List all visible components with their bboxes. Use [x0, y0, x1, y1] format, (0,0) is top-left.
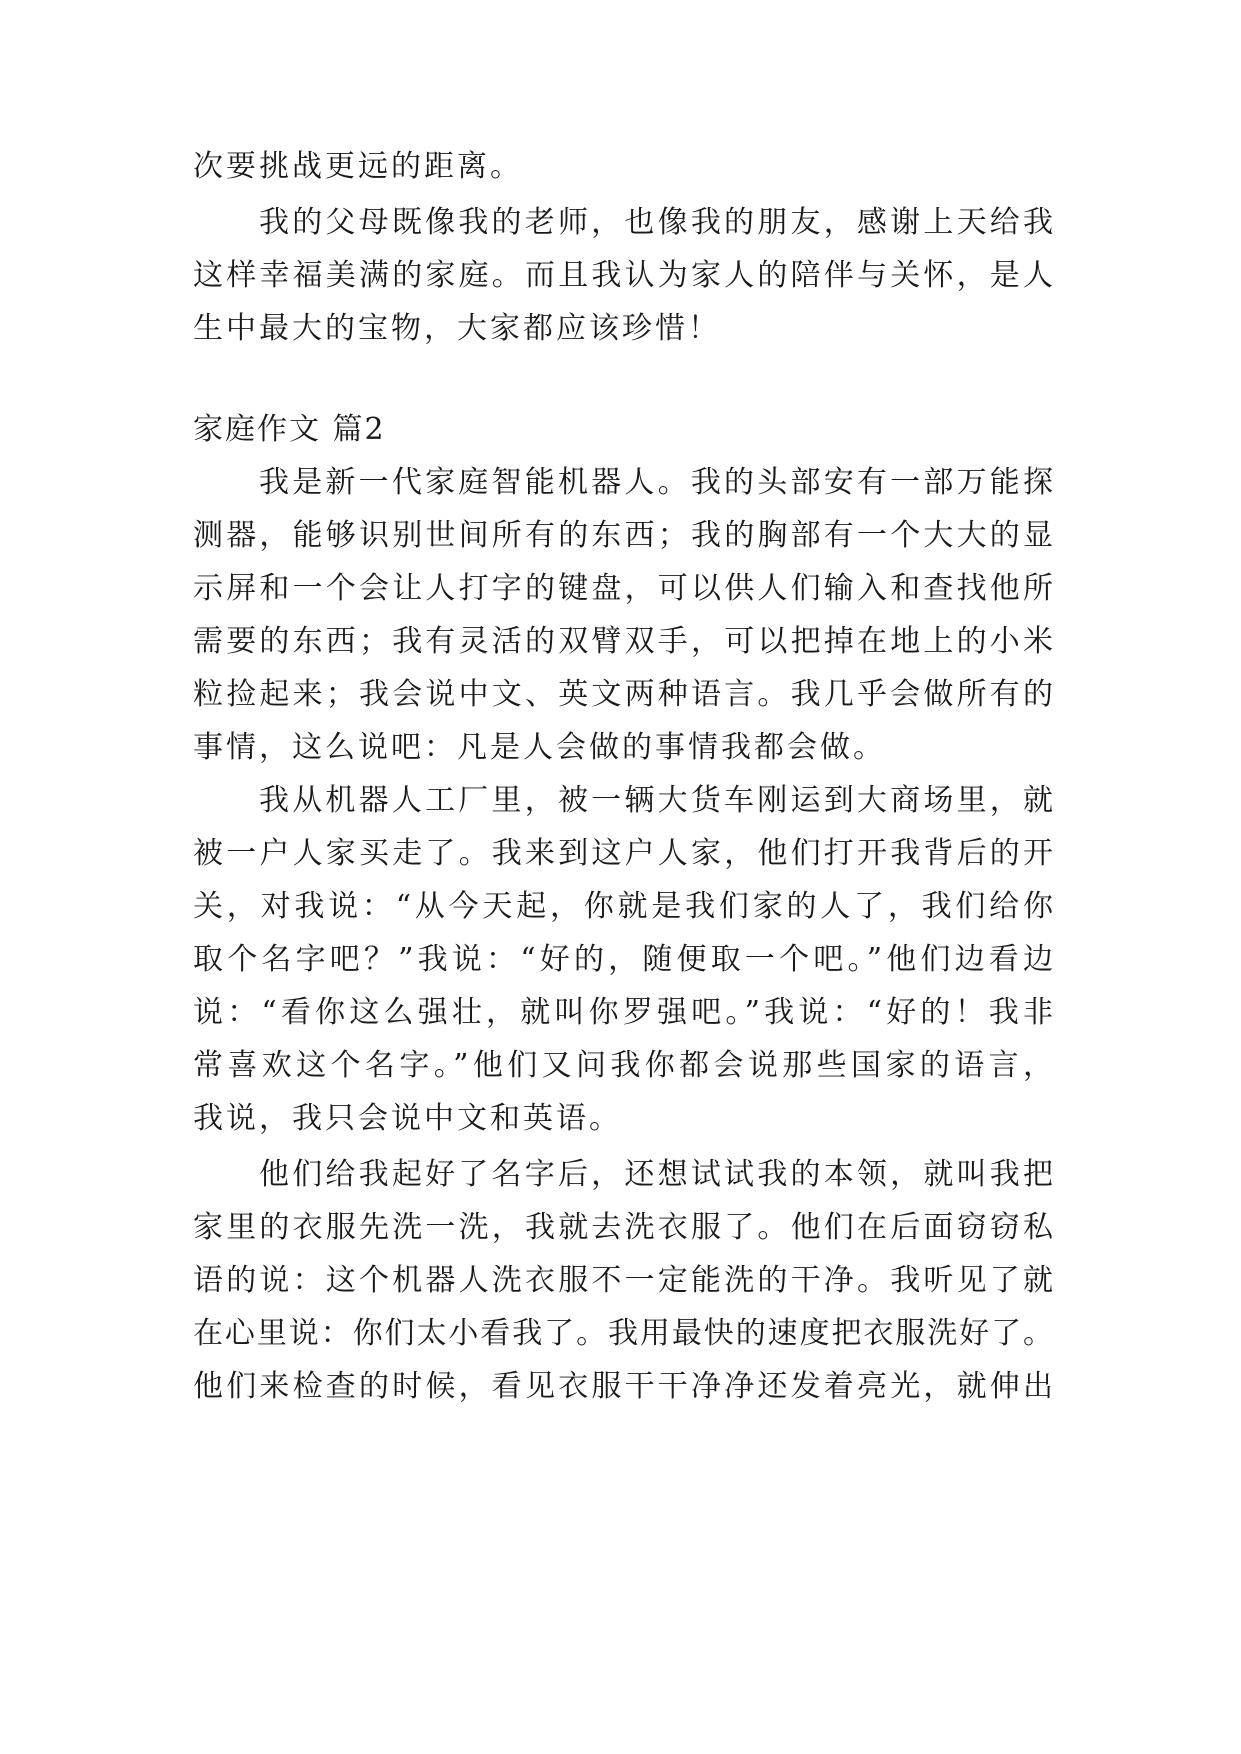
text-line: 他们来检查的时候，看见衣服干干净净还发着亮光，就伸出 — [193, 1369, 1053, 1404]
paragraph-first-line: 他们给我起好了名字后，还想试试我的本领，就叫我把 — [259, 1157, 1053, 1192]
text-line: 我说，我只会说中文和英语。 — [193, 1101, 622, 1136]
paragraph-first-line: 我是新一代家庭智能机器人。我的头部安有一部万能探 — [259, 465, 1053, 500]
text-line: 被一户人家买走了。我来到这户人家，他们打开我背后的开 — [193, 836, 1053, 871]
text-line: 在心里说：你们太小看我了。我用最快的速度把衣服洗好了。 — [193, 1316, 1053, 1351]
text-line: 语的说：这个机器人洗衣服不一定能洗的干净。我听见了就 — [193, 1263, 1053, 1298]
text-line: 家里的衣服先洗一洗，我就去洗衣服了。他们在后面窃窃私 — [193, 1210, 1053, 1245]
text-line: 示屏和一个会让人打字的键盘，可以供人们输入和查找他所 — [193, 571, 1053, 606]
text-line: 次要挑战更远的距离。 — [193, 149, 523, 184]
section-heading: 家庭作文 篇2 — [193, 412, 386, 447]
text-line: 说：“看你这么强壮，就叫你罗强吧。”我说：“好的！我非 — [193, 995, 1053, 1030]
text-line: 这样幸福美满的家庭。而且我认为家人的陪伴与关怀，是人 — [193, 258, 1053, 293]
text-line: 测器，能够识别世间所有的东西；我的胸部有一个大大的显 — [193, 518, 1053, 553]
text-line: 需要的东西；我有灵活的双臂双手，可以把掉在地上的小米 — [193, 624, 1053, 659]
text-line: 粒捡起来；我会说中文、英文两种语言。我几乎会做所有的 — [193, 677, 1053, 712]
paragraph-first-line: 我从机器人工厂里，被一辆大货车刚运到大商场里，就 — [259, 783, 1053, 818]
text-line: 事情，这么说吧：凡是人会做的事情我都会做。 — [193, 730, 886, 765]
text-line: 取个名字吧？”我说：“好的，随便取一个吧。”他们边看边 — [193, 942, 1053, 977]
text-line: 生中最大的宝物，大家都应该珍惜！ — [193, 311, 721, 346]
text-line: 常喜欢这个名字。”他们又问我你都会说那些国家的语言， — [193, 1048, 1053, 1083]
text-line: 关，对我说：“从今天起，你就是我们家的人了，我们给你 — [193, 889, 1053, 924]
paragraph-first-line: 我的父母既像我的老师，也像我的朋友，感谢上天给我 — [259, 205, 1053, 240]
